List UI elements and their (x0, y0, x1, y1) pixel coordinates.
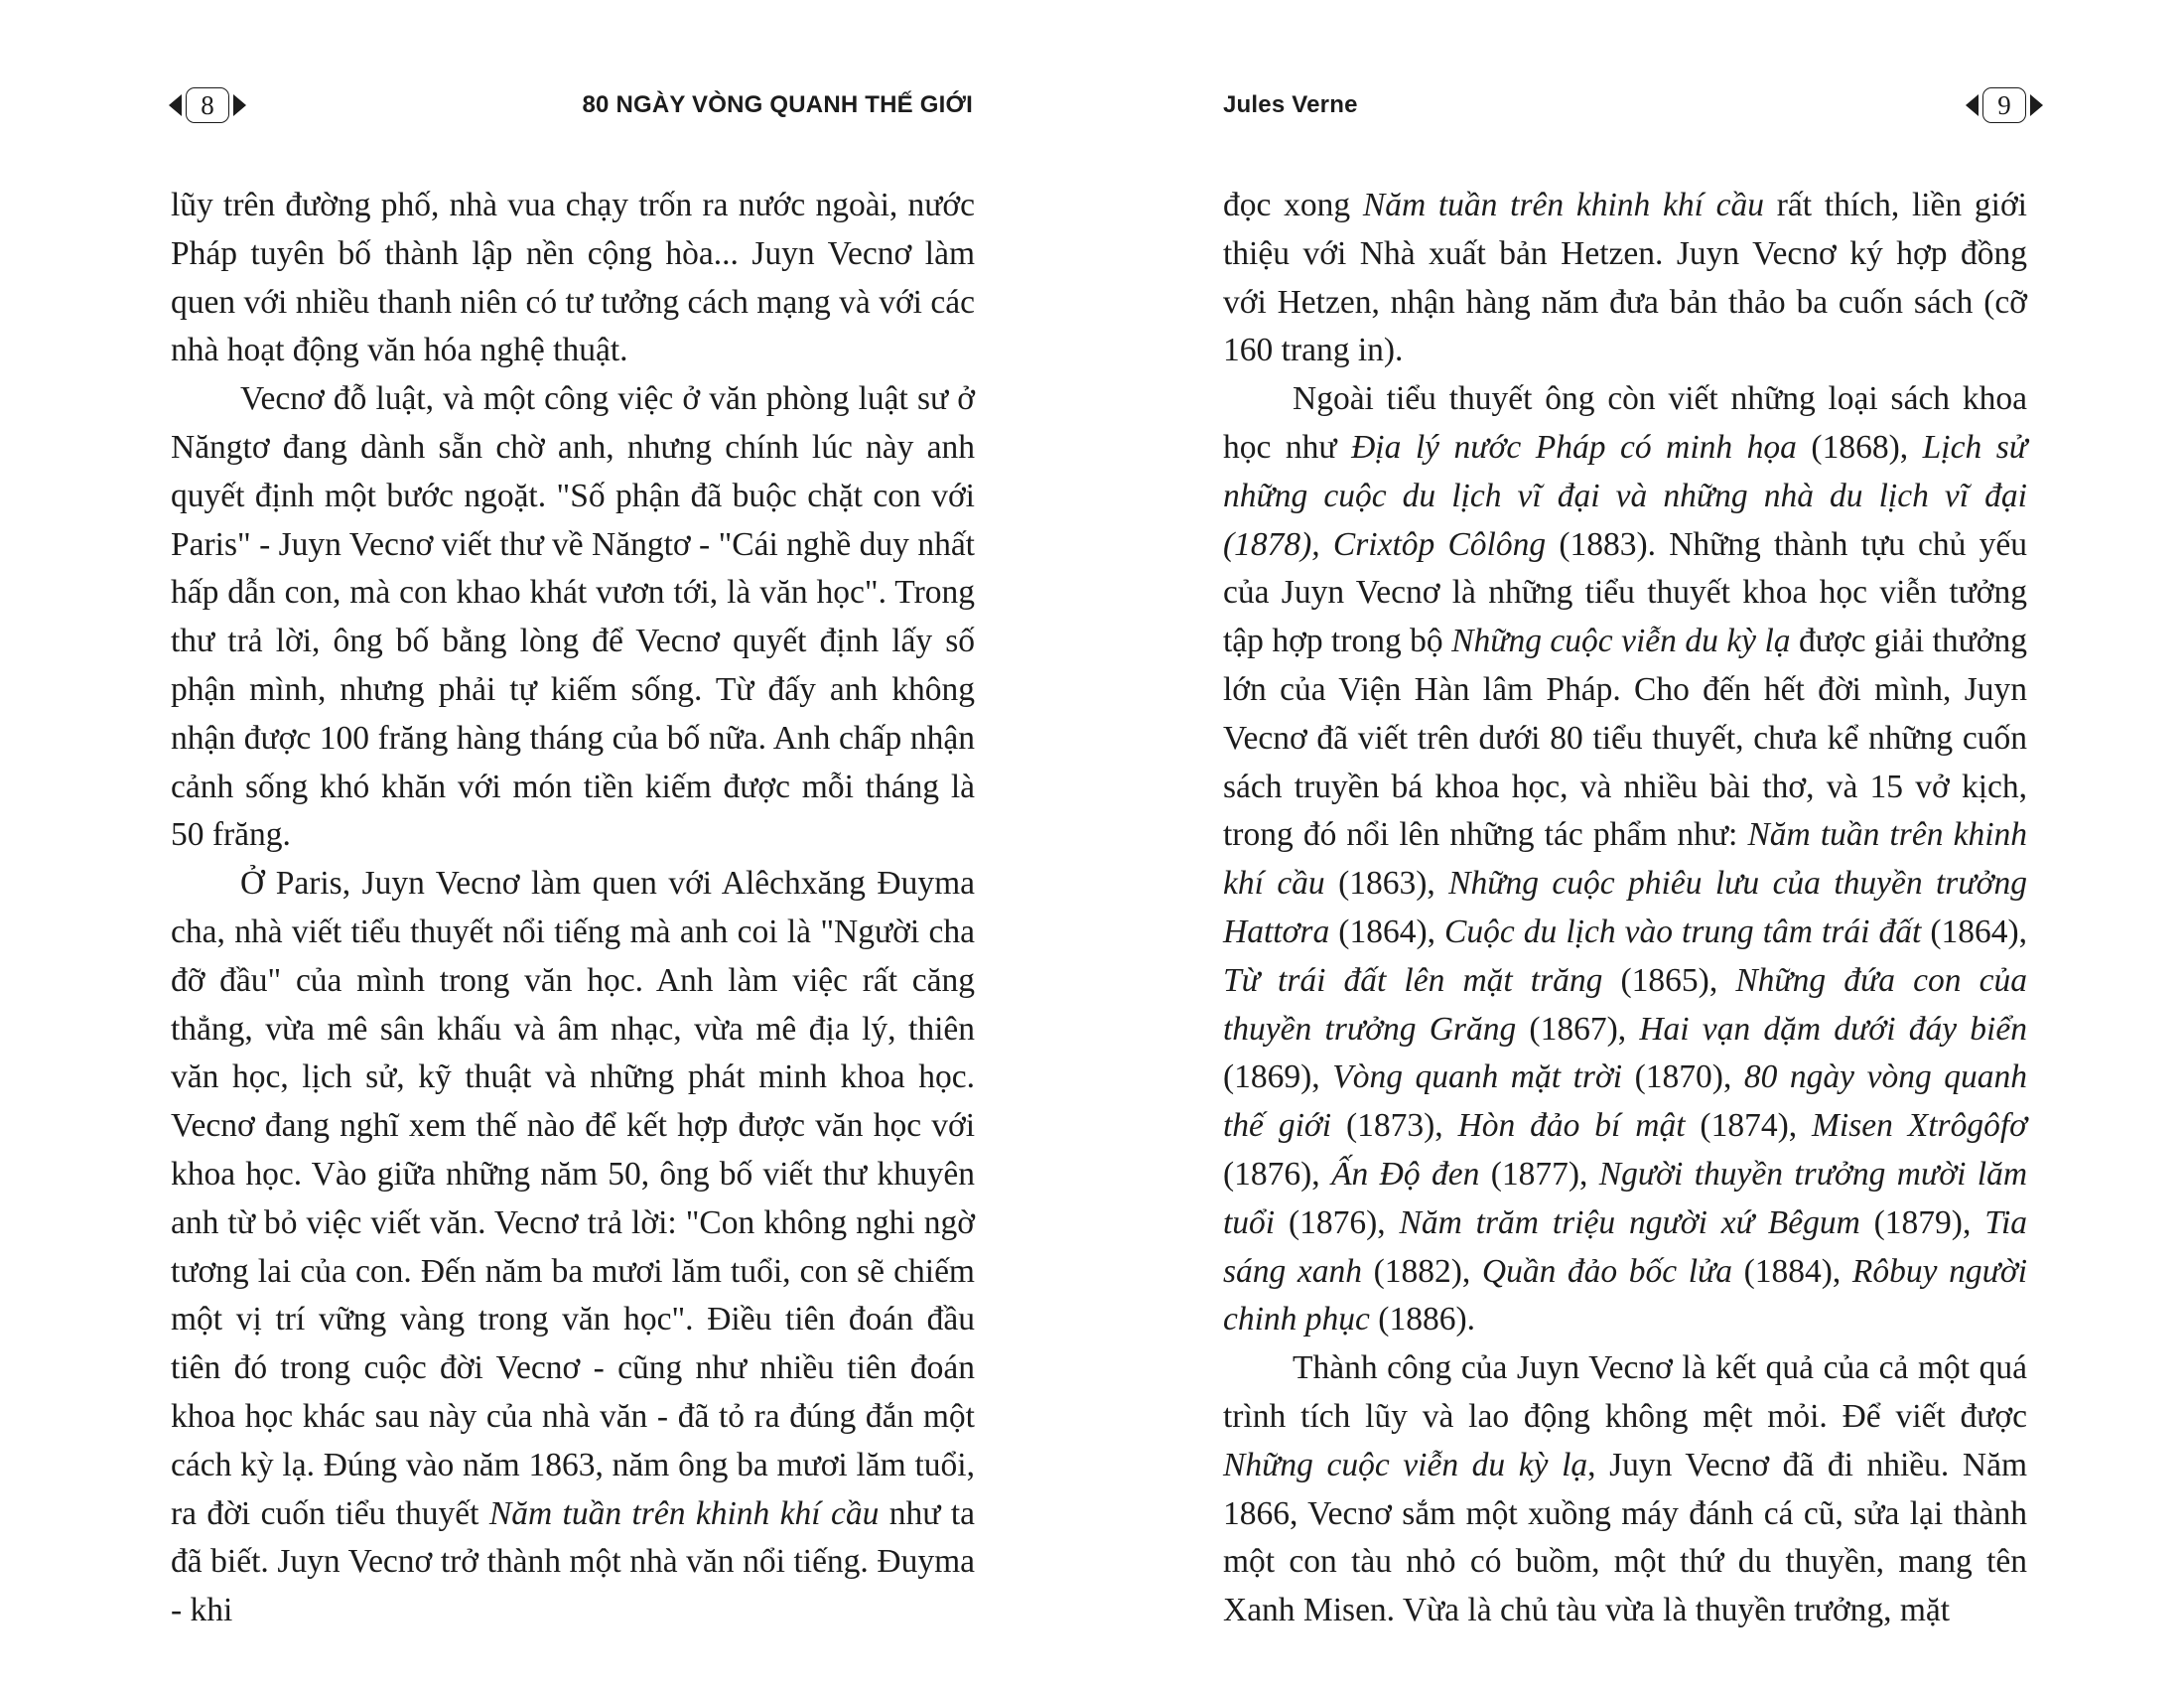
paragraph (171, 860, 975, 1635)
italic-title: Từ trái đất lên mặt trăng (1223, 961, 1603, 999)
right-page-number-box (1966, 87, 2043, 123)
italic-title: Rôbuy người chinh phục (1223, 1252, 2028, 1338)
italic-title: Địa lý nước Pháp có minh họa (1351, 428, 1797, 466)
next-arrow-icon[interactable] (2030, 94, 2043, 116)
paragraph (171, 182, 975, 375)
text-run: (1870), (1622, 1058, 1744, 1096)
italic-title: Cuộc du lịch vào trung tâm trái đất (1444, 913, 1922, 950)
italic-title: Vòng quanh mặt trời (1332, 1058, 1623, 1096)
italic-title: 80 ngày vòng quanh thế giới (1223, 1058, 2028, 1145)
page-number: 9 (1982, 87, 2026, 123)
text-run: (1876), (1223, 1155, 1332, 1193)
italic-title: Hòn đảo bí mật (1457, 1107, 1686, 1145)
left-page-header (0, 87, 1092, 133)
italic-title: Misen Xtrôgôfơ (1812, 1107, 2028, 1145)
text-run: (1873), (1331, 1107, 1458, 1145)
text-run: (1883). Những thành tựu chủ yếu của Juyn Vecnơ là những tiểu thuyết khoa học viễn tưởng tập hợp trong bộ (1223, 525, 2027, 660)
italic-title: Ấn Độ đen (1331, 1155, 1480, 1193)
text-run: (1877), (1479, 1155, 1599, 1193)
italic-title: Lịch sử những cuộc du lịch vĩ đại và những nhà du lịch vĩ đại (1878), Crixtôp Côlông (1223, 428, 2028, 563)
text-run: Thành công của Juyn Vecnơ là kết quả của cả một quá trình tích lũy và lao động không mệt mỏi. Để viết được (1223, 1349, 2027, 1435)
text-run: Vecnơ đỗ luật, và một công việc ở văn phòng luật sư ở Năngtơ đang dành sẵn chờ anh, nhưng chính lúc này anh quyết định một bước ngoặt. "Số phận đã buộc chặt con với Paris" - Juyn Vecnơ viết thư về Năngtơ - "Cái nghề duy nhất hấp dẫn con, mà con khao khát vươn tới, là văn học". Trong thư trả lời, ông bố bằng lòng để Vecnơ quyết định lấy số phận mình, nhưng phải tự kiếm sống. Từ đấy anh không nhận được 100 frăng hàng tháng của bố nữa. Anh chấp nhận cảnh sống khó khăn với món tiền kiếm được mỗi tháng là 50 frăng. (171, 380, 975, 854)
text-run: (1865), (1602, 961, 1736, 999)
text-run: (1864), (1329, 913, 1445, 950)
right-body-text (1223, 182, 2027, 1635)
paragraph (1223, 1344, 2027, 1635)
text-run: (1863), (1324, 865, 1449, 903)
text-run: , Juyn Vecnơ đã đi nhiều. Năm 1866, Vecnơ sắm một xuồng máy đánh cá cũ, sửa lại thành một con tàu nhỏ có buồm, một thứ du thuyền, mang tên Xanh Misen. Vừa là chủ tàu vừa là thuyền trưởng, mặt (1223, 1446, 2027, 1629)
paragraph (1223, 375, 2027, 1344)
text-run: Ngoài tiểu thuyết ông còn viết những loại sách khoa học như (1223, 380, 2027, 466)
page-number: 8 (186, 87, 229, 123)
prev-arrow-icon[interactable] (1966, 94, 1979, 116)
right-page-header (1092, 87, 2184, 133)
text-run: lũy trên đường phố, nhà vua chạy trốn ra nước ngoài, nước Pháp tuyên bố thành lập nền cộng hòa... Juyn Vecnơ làm quen với nhiều thanh niên có tư tưởng cách mạng và với các nhà hoạt động văn hóa nghệ thuật. (171, 187, 975, 369)
italic-title: Tia sáng xanh (1223, 1203, 2028, 1290)
next-arrow-icon[interactable] (233, 94, 246, 116)
left-page-number-box (169, 87, 246, 123)
italic-title: Những đứa con của thuyền trưởng Grăng (1223, 961, 2028, 1048)
running-title: 80 NGÀY VÒNG QUANH THẾ GIỚI (582, 91, 973, 118)
paragraph (1223, 182, 2027, 375)
left-body-text (171, 182, 975, 1635)
text-run: (1867), (1516, 1010, 1640, 1048)
text-run: (1874), (1685, 1107, 1812, 1145)
text-run: (1884), (1732, 1252, 1852, 1290)
italic-title: Những cuộc phiêu lưu của thuyền trưởng Hattơra (1223, 865, 2027, 950)
running-title: Jules Verne (1223, 91, 1358, 118)
italic-title: Những cuộc viễn du kỳ lạ (1451, 623, 1791, 660)
text-run: (1876), (1275, 1203, 1400, 1241)
italic-title: Năm tuần trên khinh khí cầu (1362, 187, 1765, 223)
text-run: (1868), (1796, 428, 1923, 466)
italic-title: Năm trăm triệu người xứ Bêgum (1399, 1203, 1860, 1241)
text-run: (1886). (1369, 1301, 1475, 1338)
text-run: (1869), (1223, 1058, 1333, 1096)
text-run: (1879), (1859, 1203, 1985, 1241)
text-run: (1882), (1362, 1252, 1482, 1290)
right-page (1092, 0, 2184, 1688)
text-run: rất thích, liền giới thiệu với Nhà xuất bản Hetzen. Juyn Vecnơ ký hợp đồng với Hetzen, nhận hàng năm đưa bản thảo ba cuốn sách (cỡ 160 trang in). (1223, 187, 2027, 369)
italic-title: Quần đảo bốc lửa (1481, 1252, 1733, 1290)
italic-title: Năm tuần trên khinh khí cầu (488, 1494, 880, 1532)
text-run: như ta đã biết. Juyn Vecnơ trở thành một nhà văn nổi tiếng. Đuyma - khi (171, 1494, 975, 1629)
italic-title: Những cuộc viễn du kỳ lạ (1223, 1446, 1588, 1483)
italic-title: Người thuyền trưởng mười lăm tuổi (1223, 1155, 2028, 1241)
text-run: Ở Paris, Juyn Vecnơ làm quen với Alêchxăng Đuyma cha, nhà viết tiểu thuyết nổi tiếng mà anh coi là "Người cha đỡ đầu" của mình trong văn học. Anh làm việc rất căng thẳng, vừa mê sân khấu và âm nhạc, vừa mê địa lý, thiên văn học, lịch sử, kỹ thuật và những phát minh khoa học. Vecnơ đang nghĩ xem thế nào để kết hợp được văn học với khoa học. Vào giữa những năm 50, ông bố viết thư khuyên anh từ bỏ việc viết văn. Vecnơ trả lời: "Con không nghi ngờ tương lai của con. Đến năm ba mươi lăm tuổi, con sẽ chiếm một vị trí vững vàng trong văn học". Điều tiên đoán đầu tiên đó trong cuộc đời Vecnơ - cũng như nhiều tiên đoán khoa học khác sau này của nhà văn - đã tỏ ra đúng đắn một cách kỳ lạ. Đúng vào năm 1863, năm ông ba mươi lăm tuổi, ra đời cuốn tiểu thuyết (171, 865, 975, 1532)
text-run: (1864), (1921, 913, 2028, 950)
prev-arrow-icon[interactable] (169, 94, 182, 116)
italic-title: Năm tuần trên khinh khí cầu (1223, 816, 2028, 903)
text-run: được giải thưởng lớn của Viện Hàn lâm Pháp. Cho đến hết đời mình, Juyn Vecnơ đã viết trên dưới 80 tiểu thuyết, chưa kể những cuốn sách truyền bá khoa học, và nhiều bài thơ, và 15 vở kịch, trong đó nổi lên những tác phẩm như: (1223, 623, 2028, 854)
paragraph (171, 375, 975, 860)
text-run: đọc xong (1223, 187, 1363, 223)
italic-title: Hai vạn dặm dưới đáy biển (1639, 1010, 2027, 1048)
